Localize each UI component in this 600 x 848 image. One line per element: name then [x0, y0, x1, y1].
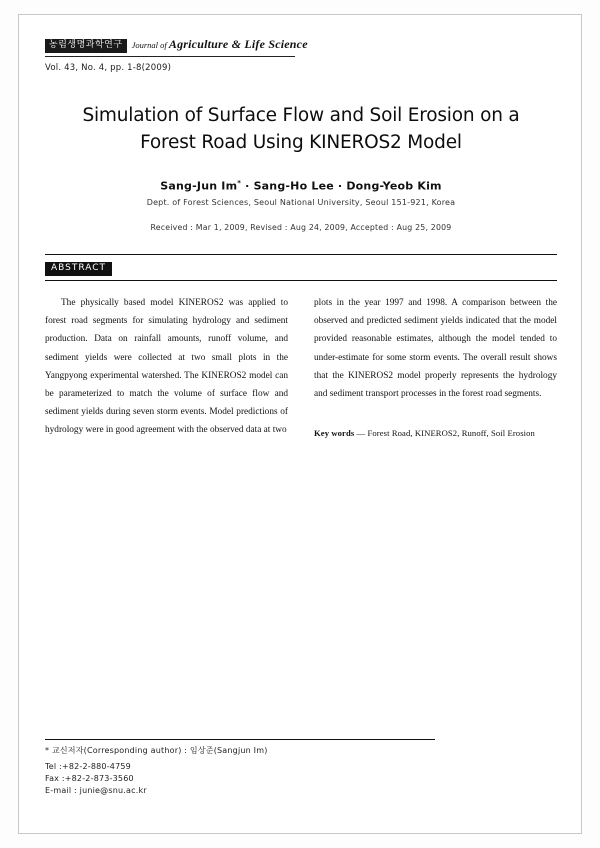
contact-email: E-mail : junie@snu.ac.kr — [45, 786, 147, 795]
volume-info: Vol. 43, No. 4, pp. 1-8(2009) — [45, 63, 172, 73]
abstract-text-left: The physically based model KINEROS2 was applied to forest road segments for simulating hydrology and sediment production. Data on rainfall amounts, runoff volume, and sediment yields were collected at two small plots in the Yangpyong experimental watershed. The KINEROS2 model can be parameterized to match the volume of surface flow and sediment yields during seven storm events. Model predictions of hydrology were in good agreement with the observed data at two — [45, 298, 288, 436]
abstract-label: ABSTRACT — [45, 262, 112, 276]
contact-fax: Fax :+82-2-873-3560 — [45, 774, 134, 783]
footer-rule — [45, 739, 435, 740]
title-line-1: Simulation of Surface Flow and Soil Erosion on a — [82, 105, 520, 126]
author-list — [45, 179, 557, 193]
page-footer — [45, 739, 465, 797]
submission-dates: Received : Mar 1, 2009, Revised : Aug 24, 2009, Accepted : Aug 25, 2009 — [150, 223, 452, 233]
abstract-text-right: plots in the year 1997 and 1998. A comparison between the observed and predicted sediment yields indicated that the model provided reasonable estimates, although the model tended to under-estimate for some storm events. The overall result shows that the KINEROS2 model properly represents the hydrology and sediment transport processes in the forest road segments. — [314, 298, 557, 399]
keywords-label: Key words — [314, 427, 355, 438]
abstract-top-rule — [45, 254, 557, 255]
author-first: Sang-Jun Im — [160, 179, 238, 193]
abstract-column-right — [314, 294, 557, 442]
corresponding-author-note: * 교신저자(Corresponding author) : 임상준(Sangjun Im) — [45, 745, 268, 755]
corresponding-marker: * — [237, 178, 242, 187]
title-line-2: Forest Road Using KINEROS2 Model — [140, 131, 462, 153]
document-body — [45, 37, 557, 442]
abstract-columns — [45, 294, 557, 442]
journal-korean-logo: 농림생명과학연구 — [45, 39, 127, 53]
keywords-separator: — — [354, 427, 368, 438]
page-title — [45, 103, 557, 157]
journal-name: Agriculture & Life Science — [168, 37, 308, 51]
contact-tel: Tel :+82-2-880-4759 — [45, 762, 131, 771]
journal-masthead — [45, 37, 308, 57]
abstract-column-left — [45, 294, 288, 442]
author-rest: · Sang-Ho Lee · Dong-Yeob Kim — [241, 179, 442, 193]
journal-title-en — [132, 37, 308, 53]
author-affiliation: Dept. of Forest Sciences, Seoul National University, Seoul 151-921, Korea — [146, 198, 456, 208]
abstract-bottom-rule — [45, 280, 557, 281]
keywords-value: Forest Road, KINEROS2, Runoff, Soil Erosion — [367, 427, 535, 438]
journal-prefix: Journal of — [131, 40, 167, 50]
document-sheet — [18, 14, 582, 834]
contact-block — [45, 761, 465, 797]
keywords — [314, 425, 557, 442]
